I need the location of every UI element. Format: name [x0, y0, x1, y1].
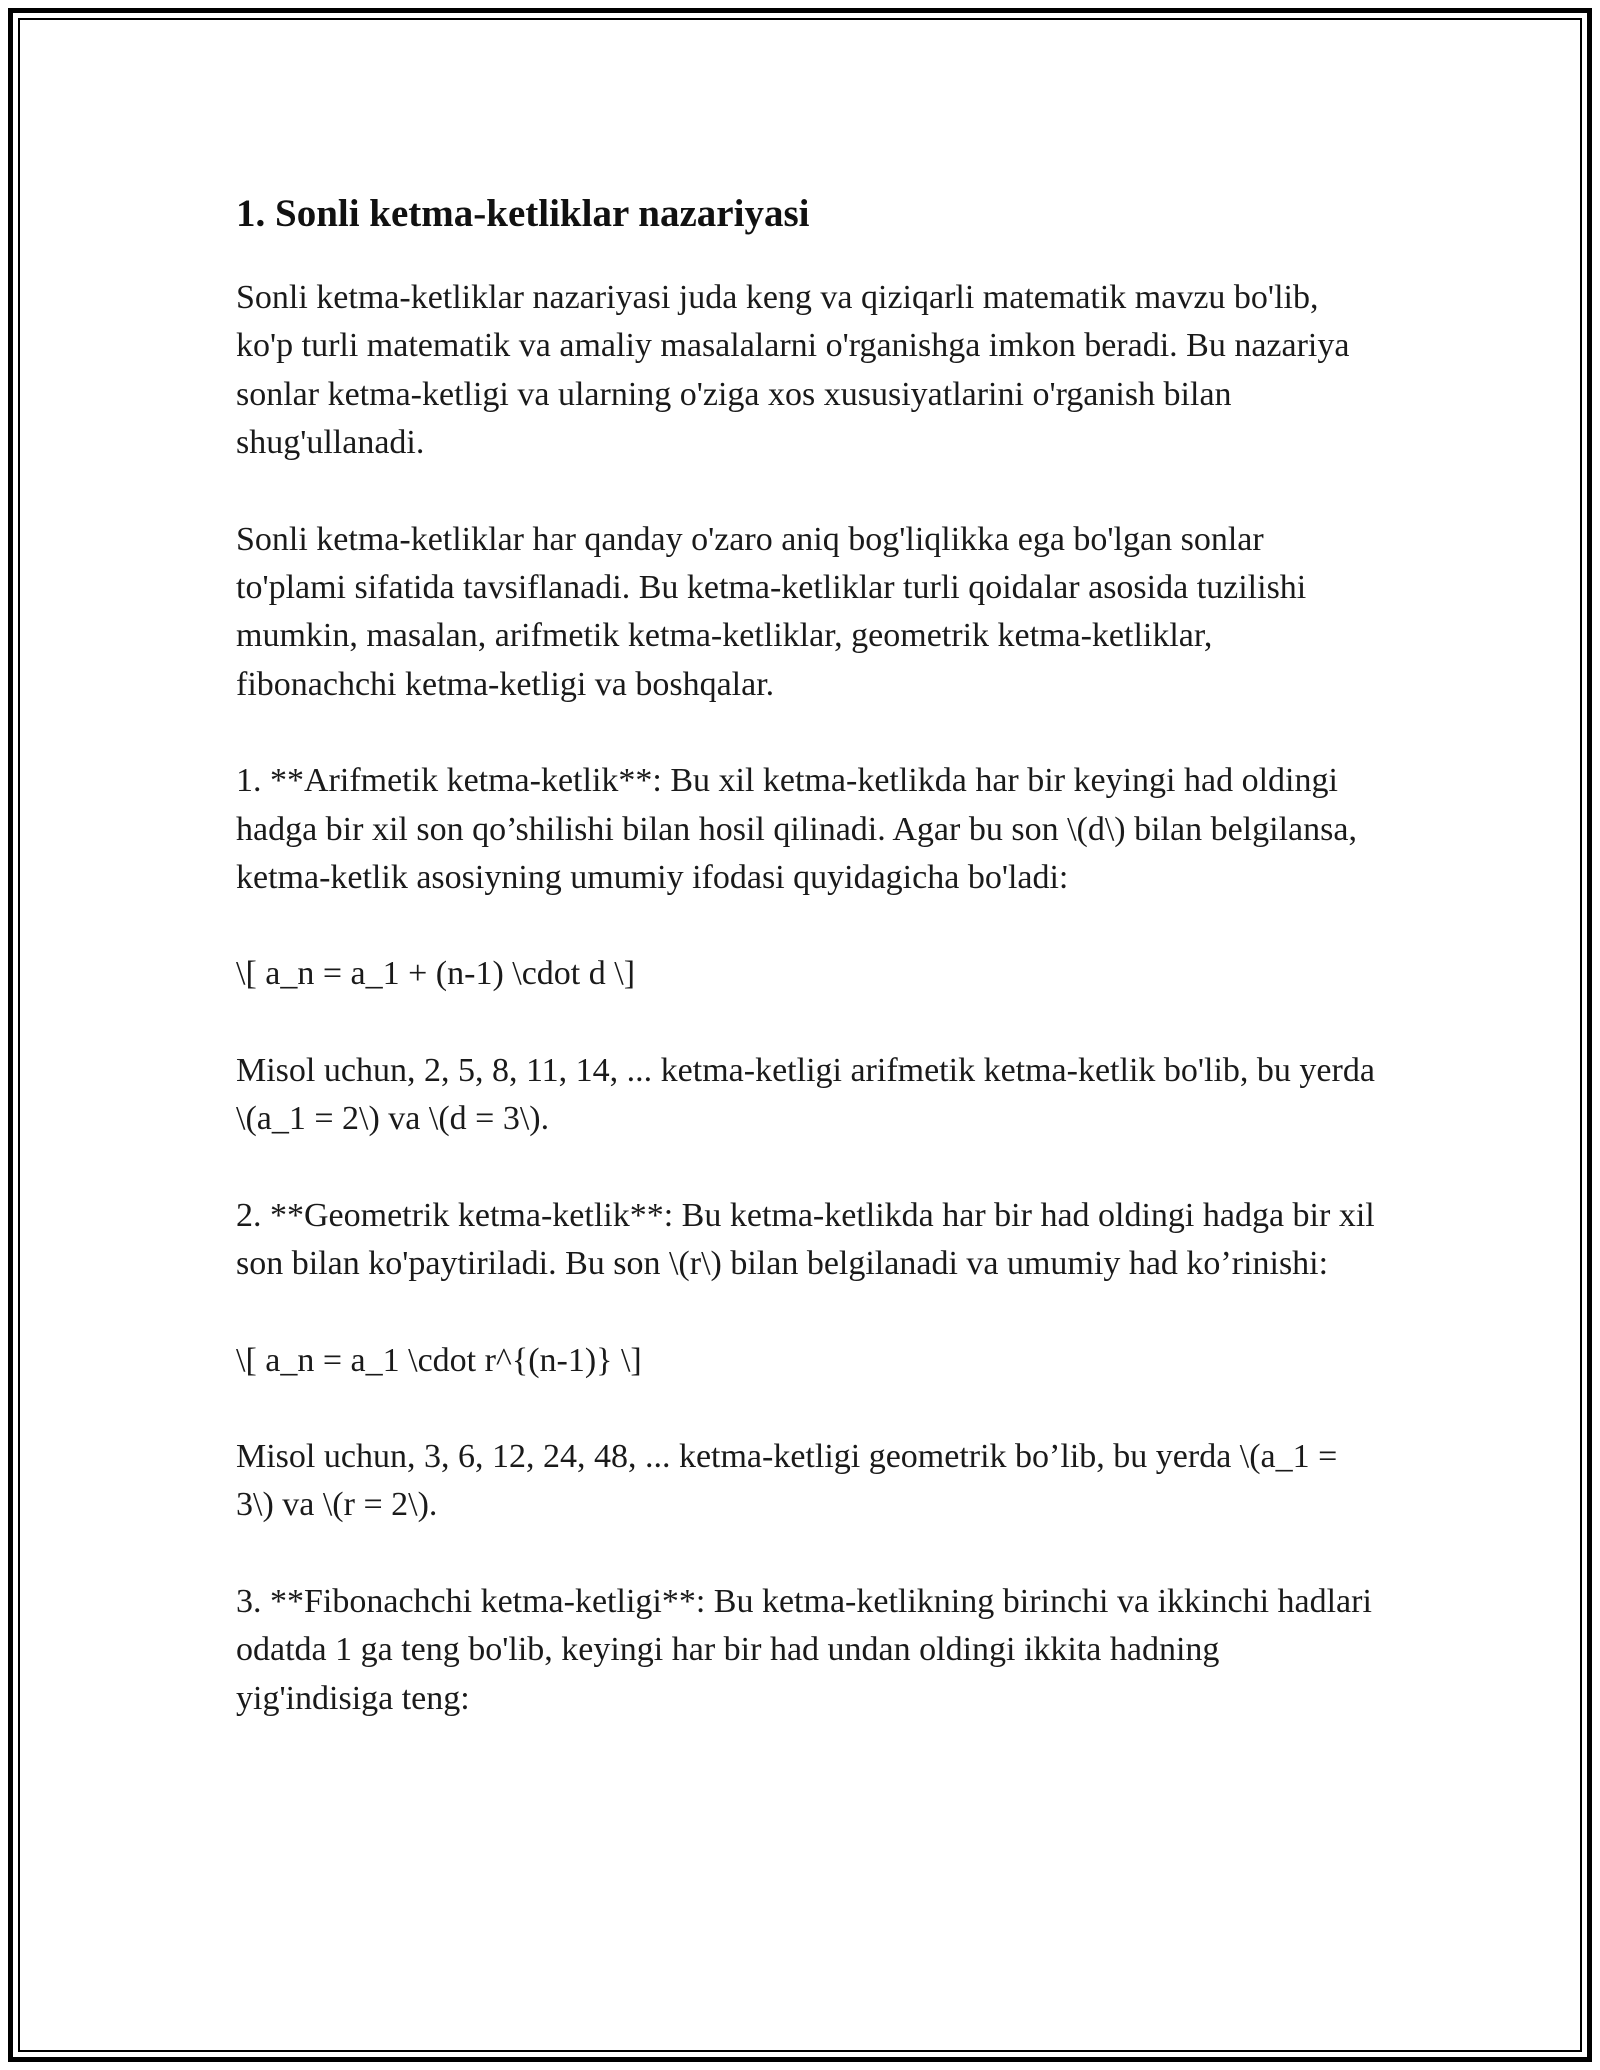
paragraph-intro: Sonli ketma-ketliklar nazariyasi juda keng va qiziqarli matematik mavzu bo'lib, ko'p turli matematik va amaliy masalalarni o'rganishga imkon beradi. Bu nazariya sonlar ketma-ketligi va ularning o'ziga xos xususiyatlarini o'rganish bilan shug'ullanadi. [236, 279, 1350, 462]
formula-geometric: \[ a_n = a_1 \cdot r^{(n-1)} \] [236, 1341, 642, 1379]
paragraph-arithmetic: 1. **Arifmetik ketma-ketlik**: Bu xil ketma-ketlikda har bir keyingi had oldingi hadga bir xil son qo’shilishi bilan hosil qilinadi. Agar bu son \(d\) bilan belgilansa, ketma-ketlik asosiyning umumiy ifodasi quyidagicha bo'ladi: [236, 762, 1357, 897]
paragraph-geometric-example: Misol uchun, 3, 6, 12, 24, 48, ... ketma-ketligi geometrik bo’lib, bu yerda \(a_1 = 3\) va \(r = 2\). [236, 1437, 1338, 1524]
paragraph-geometric: 2. **Geometrik ketma-ketlik**: Bu ketma-ketlikda har bir had oldingi hadga bir xil son bilan ko'paytiriladi. Bu son \(r\) bilan belgilanadi va umumiy had ko’rinishi: [236, 1196, 1375, 1283]
paragraph-definition: Sonli ketma-ketliklar har qanday o'zaro aniq bog'liqlikka ega bo'lgan sonlar to'plami sifatida tavsiflanadi. Bu ketma-ketliklar turli qoidalar asosida tuzilishi mumkin, masalan, arifmetik ketma-ketliklar, geometrik ketma-ketliklar, fibonachchi ketma-ketligi va boshqalar. [236, 520, 1307, 703]
document-title: 1. Sonli ketma-ketliklar nazariyasi [236, 192, 810, 235]
paragraph-fibonacci: 3. **Fibonachchi ketma-ketligi**: Bu ketma-ketlikning birinchi va ikkinchi hadlari odatda 1 ga teng bo'lib, keyingi har bir had undan oldingi ikkita hadning yig'indisiga teng: [236, 1582, 1372, 1717]
paragraph-arithmetic-example: Misol uchun, 2, 5, 8, 11, 14, ... ketma-ketligi arifmetik ketma-ketlik bo'lib, bu yerda \(a_1 = 2\) va \(d = 3\). [236, 1051, 1375, 1138]
document-body [236, 186, 1376, 1771]
formula-arithmetic: \[ a_n = a_1 + (n-1) \cdot d \] [236, 955, 636, 993]
